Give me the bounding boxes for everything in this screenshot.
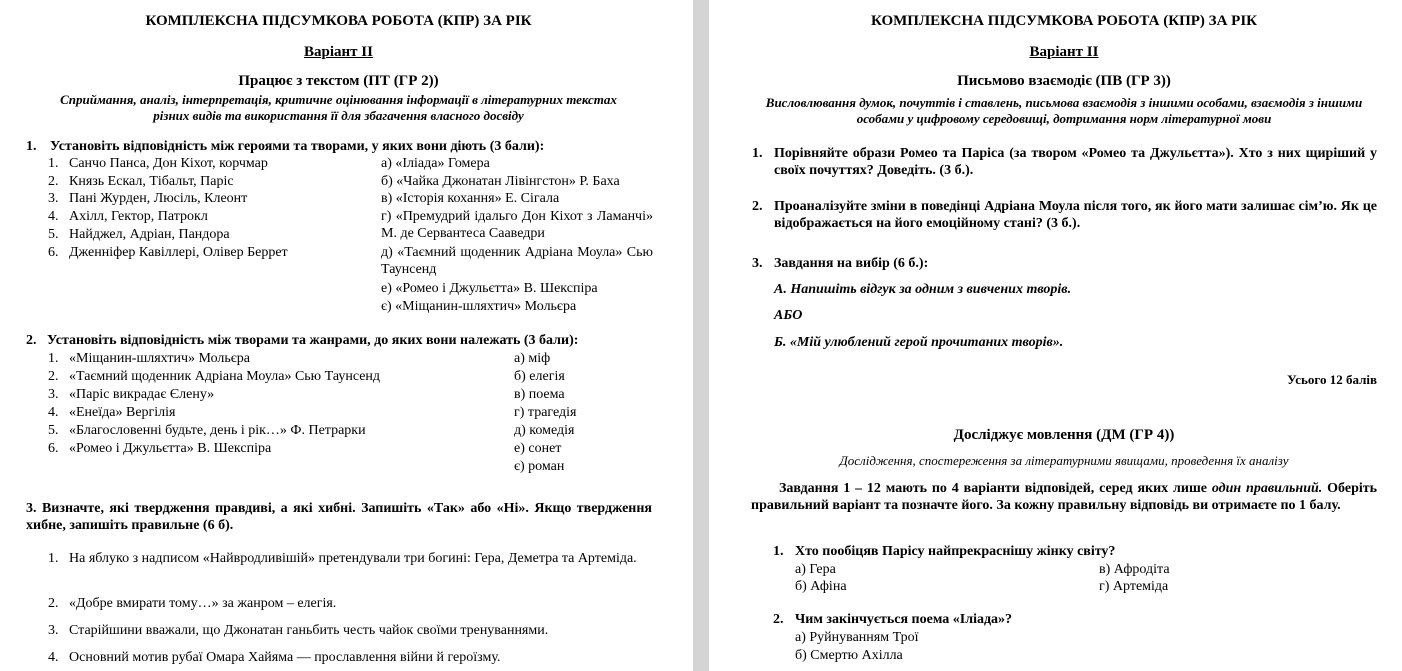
choice-or: АБО <box>774 308 803 323</box>
statement-item: Основний мотив рубаї Омара Хайяма — прославлення війни й героїзму. <box>69 650 501 665</box>
list-number: 6. <box>48 441 59 456</box>
document-page-right <box>709 0 1402 671</box>
genre-item: г) трагедія <box>514 405 577 420</box>
q2-work-item: «Енеїда» Вергілія <box>69 405 176 420</box>
question-1-title: Установіть відповідність між героями та творами, у яких вони діють (3 бали): <box>50 139 545 154</box>
hero-item: Пані Журден, Люсіль, Клеонт <box>69 191 248 206</box>
list-number: 1. <box>48 351 59 366</box>
genre-item: в) поема <box>514 387 565 402</box>
question-2-number: 2. <box>752 199 763 214</box>
hero-item: Дженніфер Кавіллері, Олівер Беррет <box>69 245 288 260</box>
instructions-emphasis: один правильний. <box>1211 481 1323 496</box>
hero-item: Найджел, Адріан, Пандора <box>69 227 230 242</box>
work-item: д) «Таємний щоденник Адріана Моула» Сью Таунсенд <box>381 245 653 277</box>
list-number: 4. <box>48 650 59 665</box>
genre-item: д) комедія <box>514 423 575 438</box>
list-number: 3. <box>48 191 59 206</box>
variant-label: Варіант ІІ <box>1029 44 1099 60</box>
question-3-title: 3. Визначте, які твердження правдиві, а які хибні. Запишіть «Так» або «Ні». Якщо твердження хибне, запишіть правильне (6 б). <box>26 501 652 533</box>
page-gutter <box>693 0 709 671</box>
document-page-left <box>0 0 693 671</box>
statement-item: На яблуко з надписом «Найвродливішій» претендували три богині: Гера, Деметра та Артеміда. <box>69 551 637 566</box>
test-2-number: 2. <box>773 612 784 627</box>
list-number: 2. <box>48 369 59 384</box>
work-item: є) «Міщанин-шляхтич» Мольєра <box>381 299 577 314</box>
q2-work-item: «Благословенні будьте, день і рік…» Ф. Петрарки <box>69 423 366 438</box>
list-number: 5. <box>48 227 59 242</box>
test-2-option: б) Смертю Ахілла <box>795 648 903 663</box>
section-2-subtitle: Дослідження, спостереження за літературними явищами, проведення їх аналізу <box>839 453 1289 468</box>
test-1-option: в) Афродіта <box>1099 562 1170 577</box>
total-score: Усього 12 балів <box>1287 372 1377 387</box>
test-1-option: а) Гера <box>795 562 836 577</box>
work-item: г) «Премудрий ідальго Дон Кіхот з Ламанчі» М. де Сервантеса Сааведри <box>381 209 653 241</box>
section-title: Працює з текстом (ПТ (ГР 2)) <box>238 73 439 89</box>
choice-a: А. Напишіть відгук за одним з вивчених творів. <box>774 282 1072 297</box>
variant-label: Варіант ІІ <box>304 44 373 60</box>
test-2-question: Чим закінчується поема «Іліада»? <box>795 612 1013 627</box>
genre-item: є) роман <box>514 459 565 474</box>
q2-work-item: «Ромео і Джульєтта» В. Шекспіра <box>69 441 272 456</box>
instructions-lead: Завдання 1 – 12 мають по 4 варіанти відповідей, серед яких лише <box>779 481 1207 496</box>
hero-item: Князь Ескал, Тібальт, Паріс <box>69 174 234 189</box>
section-subtitle: Висловлювання думок, почуттів і ставлень, письмова взаємодія з іншими особами, взаємодія з іншими особами у цифровому середовищі, дотримання норм літературної мови <box>765 95 1363 126</box>
list-number: 4. <box>48 405 59 420</box>
test-1-number: 1. <box>773 544 784 559</box>
question-2-title: Установіть відповідність між творами та жанрами, до яких вони належать (3 бали): <box>47 333 579 348</box>
section-title: Письмово взаємодіє (ПВ (ГР 3)) <box>957 73 1171 89</box>
test-instructions <box>751 480 1377 514</box>
section-subtitle: Сприймання, аналіз, інтерпретація, критичне оцінювання інформації в літературних текстах різних видів та використання її для збагачення власного досвіду <box>60 92 617 123</box>
statement-item: Старійшини вважали, що Джонатан ганьбить честь чайок своїми тренуваннями. <box>69 623 549 638</box>
list-number: 1. <box>48 551 59 566</box>
page-header: КОМПЛЕКСНА ПІДСУМКОВА РОБОТА (КПР) ЗА РІК <box>870 13 1258 29</box>
hero-item: Ахілл, Гектор, Патрокл <box>69 209 208 224</box>
section-2-title: Досліджує мовлення (ДМ (ГР 4)) <box>953 427 1175 443</box>
list-number: 3. <box>48 623 59 638</box>
work-item: е) «Ромео і Джульєтта» В. Шекспіра <box>381 281 598 296</box>
list-number: 1. <box>48 156 59 171</box>
list-number: 6. <box>48 245 59 260</box>
list-number: 2. <box>48 596 59 611</box>
choice-b: Б. «Мій улюблений герой прочитаних творів». <box>774 335 1064 350</box>
statement-item: «Добре вмирати тому…» за жанром – елегія. <box>69 596 337 611</box>
question-2-text: Проаналізуйте зміни в поведінці Адріана Моула після того, як його мати залишає сім’ю. Як це відображається на його емоційному стані? (3 б.). <box>774 199 1377 231</box>
hero-item: Санчо Панса, Дон Кіхот, корчмар <box>69 156 268 171</box>
work-item: в) «Історія кохання» Е. Сігала <box>381 191 560 206</box>
work-item: б) «Чайка Джонатан Лівінгстон» Р. Баха <box>381 174 620 189</box>
instructions-rest: Оберіть правильний варіант та позначте його. За кожну правильну відповідь ви отримаєте по 1 балу. <box>751 481 1378 513</box>
test-1-option: б) Афіна <box>795 579 847 594</box>
q2-work-item: «Паріс викрадає Єлену» <box>69 387 215 402</box>
genre-item: а) міф <box>514 351 551 366</box>
test-1-question: Хто пообіцяв Парісу найпрекраснішу жінку світу? <box>795 544 1116 559</box>
q2-work-item: «Таємний щоденник Адріана Моула» Сью Таунсенд <box>69 369 381 384</box>
work-item: а) «Іліада» Гомера <box>381 156 490 171</box>
question-1-number: 1. <box>752 146 763 161</box>
question-3-title: Завдання на вибір (6 б.): <box>774 256 929 271</box>
test-1-option: г) Артеміда <box>1099 579 1169 594</box>
list-number: 5. <box>48 423 59 438</box>
question-2-number: 2. <box>26 333 37 348</box>
list-number: 4. <box>48 209 59 224</box>
q2-work-item: «Міщанин-шляхтич» Мольєра <box>69 351 250 366</box>
question-1-number: 1. <box>26 139 37 154</box>
test-2-option: а) Руйнуванням Трої <box>795 630 919 645</box>
list-number: 2. <box>48 174 59 189</box>
page-header: КОМПЛЕКСНА ПІДСУМКОВА РОБОТА (КПР) ЗА РІК <box>145 13 532 29</box>
list-number: 3. <box>48 387 59 402</box>
question-3-number: 3. <box>752 256 763 271</box>
genre-item: б) елегія <box>514 369 565 384</box>
question-1-text: Порівняйте образи Ромео та Паріса (за твором «Ромео та Джульєтта»). Хто з них щиріший у своїх почуттях? Доведіть. (3 б.). <box>774 146 1377 178</box>
genre-item: е) сонет <box>514 441 562 456</box>
